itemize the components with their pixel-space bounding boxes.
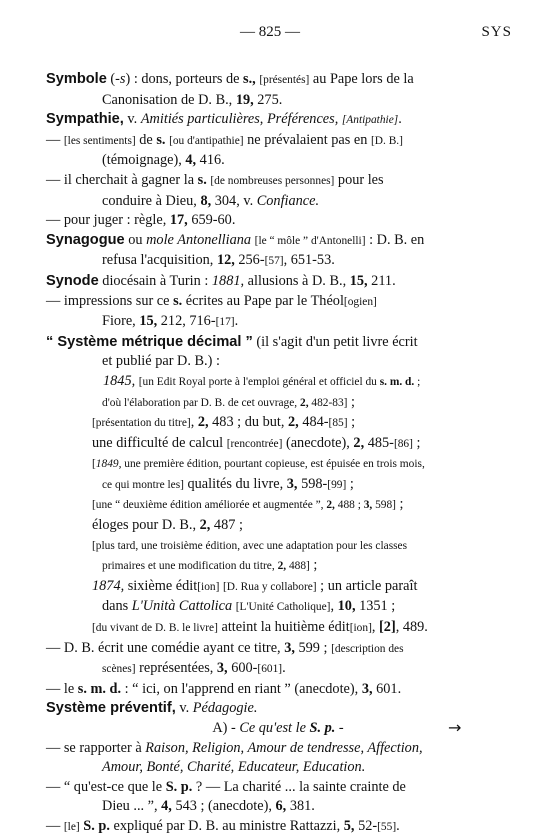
- text: [D. Rua y collabore]: [222, 580, 317, 593]
- text: 211.: [367, 272, 396, 289]
- text: — impressions sur ce: [46, 292, 174, 309]
- text: — se rapporter à: [46, 739, 146, 756]
- text: 212, 716-: [157, 313, 216, 330]
- text: 12,: [216, 252, 235, 269]
- text: 3,: [286, 475, 298, 492]
- text: 2,: [197, 414, 209, 431]
- text: 4,: [185, 152, 197, 169]
- text: 488 ;: [334, 499, 364, 512]
- entry-line: [46, 778, 510, 798]
- text: Ce qu'est le: [239, 720, 310, 736]
- text: 484-: [298, 414, 329, 431]
- text: et publié par D. B.) :: [102, 353, 220, 370]
- text: .: [398, 111, 402, 128]
- text: 601.: [372, 680, 402, 697]
- entry-line: [46, 659, 510, 680]
- section-label: SYS: [481, 24, 512, 40]
- text: 381.: [286, 798, 315, 815]
- text: ,: [371, 619, 380, 636]
- text: 488]: [286, 560, 310, 573]
- entry-line: [46, 618, 510, 639]
- text: ne prévalaient pas en: [243, 131, 371, 148]
- text: 2,: [353, 434, 365, 451]
- entry-line: [46, 454, 510, 475]
- text: 599 ;: [294, 639, 332, 656]
- text: [rencontrée]: [226, 437, 283, 450]
- text: 15,: [139, 313, 158, 330]
- text: ;: [347, 414, 356, 431]
- entry-line: [46, 797, 510, 817]
- text: [ion]: [197, 580, 220, 593]
- entry-line: [46, 393, 510, 414]
- text: 304, v.: [211, 192, 257, 209]
- text: 3,: [284, 639, 295, 656]
- entry-systeme-preventif: [46, 699, 510, 719]
- entry-line: [46, 536, 510, 557]
- entry-line: [46, 192, 510, 212]
- entry-line: [46, 434, 510, 455]
- entry-line: [46, 171, 510, 192]
- text: 416.: [196, 152, 225, 169]
- text: écrites au Pape par le Théol: [182, 292, 344, 309]
- text: v.: [175, 700, 193, 717]
- text: ? — La charité ... la sainte crainte de: [192, 778, 406, 795]
- headword: Symbole: [46, 71, 107, 87]
- text: 659-60.: [187, 212, 236, 229]
- entry-systeme-metrique: [46, 333, 510, 353]
- text: s.: [173, 292, 183, 309]
- text: ,: [190, 414, 198, 431]
- text: d'où l'élaboration par D. B. de cet ouvrage,: [102, 396, 300, 409]
- text: 275.: [253, 91, 283, 108]
- text: 2,: [300, 396, 309, 409]
- text: [les sentiments]: [63, 134, 136, 147]
- text: — il cherchait à gagner la: [46, 171, 198, 188]
- text: ;: [309, 557, 318, 574]
- text: représentées,: [135, 660, 217, 677]
- entry-line: [46, 352, 510, 372]
- text: : “ ici, on l'apprend en riant ” (anecdote),: [121, 680, 362, 697]
- text: 8,: [200, 192, 212, 209]
- text: [du vivant de D. B. le livre]: [92, 622, 218, 635]
- headword: Synode: [46, 272, 99, 289]
- text: diocésain à Turin :: [98, 272, 212, 289]
- entry-symbole: [46, 70, 510, 91]
- text: A) -: [212, 720, 240, 736]
- headword: Sympathie,: [46, 111, 124, 128]
- entry-synagogue: [46, 231, 510, 252]
- text: Raison, Religion, Amour de tendresse, Affection,: [145, 739, 423, 756]
- entry-line: [46, 131, 510, 152]
- text: 52-: [354, 817, 378, 834]
- text: [ion]: [349, 622, 372, 635]
- entry-line: [46, 680, 510, 700]
- text: —: [46, 817, 64, 834]
- text: 1351 ;: [355, 598, 396, 615]
- text: 1849,: [95, 458, 122, 471]
- text: ce qui montre les]: [102, 478, 184, 491]
- text: 5,: [343, 817, 355, 834]
- text: conduire à Dieu,: [102, 192, 201, 209]
- text: refusa l'acquisition,: [102, 252, 217, 269]
- text: Canonisation de D. B.,: [102, 91, 236, 108]
- text: , 651-53.: [283, 252, 335, 269]
- text: une difficulté de calcul: [92, 434, 227, 451]
- text: ) : dons, porteurs de: [125, 71, 244, 87]
- entry-line: [46, 251, 510, 272]
- entry-line: [46, 91, 510, 111]
- entry-line: [46, 577, 510, 598]
- entry-line: [46, 739, 510, 759]
- entry-line: [46, 817, 510, 838]
- entry-line: [46, 292, 510, 313]
- text: Pédagogie.: [192, 700, 258, 717]
- text: expliqué par D. B. au ministre Rattazzi,: [109, 817, 344, 834]
- page-number: — 825 —: [240, 24, 300, 40]
- text: 482-83]: [308, 396, 348, 409]
- text: (il s'agit d'un petit livre écrit: [252, 333, 418, 350]
- text: 3,: [363, 499, 373, 512]
- text: de: [135, 131, 157, 148]
- text: s.,: [243, 71, 256, 87]
- entry-line: [46, 556, 510, 577]
- text: scènes]: [102, 663, 136, 676]
- entry-line: [46, 413, 510, 434]
- text: 4,: [161, 798, 172, 815]
- text: [D. B.]: [370, 134, 403, 147]
- text: ;: [414, 375, 421, 388]
- text: 1874,: [92, 577, 125, 594]
- text: -: [335, 720, 344, 736]
- text: S. p.: [165, 778, 193, 795]
- entry-line: [46, 211, 510, 231]
- text: L'Unità Cattolica: [131, 598, 233, 615]
- text: [55]: [377, 820, 397, 833]
- text: [ogien]: [343, 295, 377, 308]
- text: : D. B. en: [365, 231, 425, 248]
- text: Fiore,: [102, 313, 140, 330]
- text: (: [106, 71, 116, 87]
- text: 543 ; (anecdote),: [171, 798, 276, 815]
- text: s. m. d.: [77, 680, 122, 697]
- subsection-heading: [46, 719, 510, 739]
- headword: Système préventif,: [46, 700, 176, 717]
- text: ;: [346, 475, 354, 492]
- text: 1881,: [211, 272, 245, 289]
- text: 10,: [337, 598, 356, 615]
- text: ,: [330, 598, 338, 615]
- headword: Synagogue: [46, 231, 125, 248]
- text: S. p.: [83, 817, 110, 834]
- text: .: [282, 660, 286, 677]
- text: — pour juger : règle,: [46, 212, 170, 229]
- text: dans: [102, 598, 132, 615]
- text: Amitiés particulières, Préférences,: [140, 111, 339, 128]
- text: sixième édit: [124, 577, 198, 594]
- text: 600-: [227, 660, 258, 677]
- text: 15,: [349, 272, 368, 289]
- text: primaires et une modification du titre,: [102, 560, 278, 573]
- text: [présentation du titre]: [92, 417, 191, 430]
- text: ; un article paraît: [316, 577, 418, 594]
- text: 1845,: [103, 372, 136, 389]
- entry-line: [46, 597, 510, 618]
- text: [une “ deuxième édition améliorée et augmentée ”,: [92, 499, 327, 512]
- entry-synode: [46, 272, 510, 292]
- index-entries: [46, 70, 510, 838]
- text: 3,: [216, 660, 228, 677]
- text: une première édition, pourtant copieuse, est épuisée en trois mois,: [121, 458, 425, 471]
- page-header: [0, 24, 540, 46]
- text: 256-: [234, 252, 265, 269]
- text: atteint la huitième édit: [217, 619, 350, 636]
- text: [L'Unité Catholique]: [235, 601, 331, 614]
- text: 3,: [361, 680, 373, 697]
- text: .: [234, 313, 239, 330]
- entry-line: [46, 372, 510, 393]
- text: v.: [123, 111, 141, 128]
- text: [plus tard, une troisième édition, avec une adaptation pour les classes: [92, 539, 408, 552]
- text: ;: [395, 496, 404, 513]
- text: 17,: [169, 212, 188, 229]
- text: ou: [124, 231, 147, 248]
- text: [ou d'antipathie]: [169, 134, 244, 147]
- text: 485-: [364, 434, 394, 451]
- text: 487 ;: [210, 517, 243, 534]
- text: 483 ; du but,: [208, 414, 289, 431]
- text: s.: [156, 131, 166, 148]
- text: 6,: [275, 798, 287, 815]
- text: qualités du livre,: [183, 475, 287, 492]
- text: — le: [46, 680, 78, 697]
- text: pour les: [334, 171, 384, 188]
- entry-line: [46, 475, 510, 496]
- text: (témoignage),: [102, 152, 186, 169]
- text: [présentés]: [259, 74, 310, 86]
- entry-line: [46, 639, 510, 660]
- text: [86]: [393, 437, 413, 450]
- text: [le]: [63, 820, 80, 833]
- text: [: [92, 458, 96, 471]
- text: [85]: [328, 417, 348, 430]
- text: —: [46, 131, 64, 148]
- text: [601]: [257, 663, 283, 676]
- entry-line: [46, 151, 510, 171]
- text: Dieu ... ”,: [102, 798, 162, 815]
- text: au Pape lors de la: [309, 71, 414, 87]
- text: (anecdote),: [282, 434, 354, 451]
- text: — “ qu'est-ce que le: [46, 778, 166, 795]
- text: [le “ môle ” d'Antonelli]: [254, 234, 366, 247]
- text: .: [396, 817, 400, 834]
- text: 2,: [326, 499, 335, 512]
- entry-line: [46, 312, 510, 333]
- text: 598-: [297, 475, 328, 492]
- text: — D. B. écrit une comédie ayant ce titre,: [46, 639, 285, 656]
- text: [Antipathie]: [341, 114, 399, 127]
- continue-arrow-icon: →: [448, 718, 462, 737]
- text: [99]: [327, 478, 347, 491]
- text: s.: [197, 171, 207, 188]
- headword: “ Système métrique décimal ”: [46, 333, 253, 350]
- text: 2,: [199, 517, 211, 534]
- entry-line: [46, 516, 510, 536]
- text: , 489.: [395, 619, 428, 636]
- text: [2]: [379, 619, 396, 636]
- text: [description des: [331, 642, 404, 655]
- text: 598]: [372, 499, 396, 512]
- text: [57]: [264, 255, 284, 268]
- text: [de nombreuses personnes]: [210, 174, 335, 187]
- text: 2,: [277, 560, 287, 573]
- text: 19,: [235, 91, 254, 108]
- text: S. p.: [309, 720, 336, 736]
- text: ;: [412, 434, 421, 451]
- text: 2,: [288, 414, 299, 431]
- text: Amour, Bonté, Charité, Educateur, Education.: [102, 759, 366, 776]
- text: Confiance.: [256, 192, 320, 209]
- text: allusions à D. B.,: [244, 272, 350, 289]
- text: [un Edit Royal porte à l'emploi général et officiel du: [138, 375, 380, 388]
- entry-sympathie: [46, 110, 510, 131]
- text: ;: [347, 393, 356, 410]
- text: mole Antonelliana: [146, 231, 252, 248]
- text: -s: [115, 71, 126, 87]
- entry-line: [46, 495, 510, 516]
- entry-line: [46, 758, 510, 778]
- text: éloges pour D. B.,: [92, 517, 200, 534]
- text: s. m. d.: [379, 375, 415, 388]
- text: [17]: [215, 316, 235, 329]
